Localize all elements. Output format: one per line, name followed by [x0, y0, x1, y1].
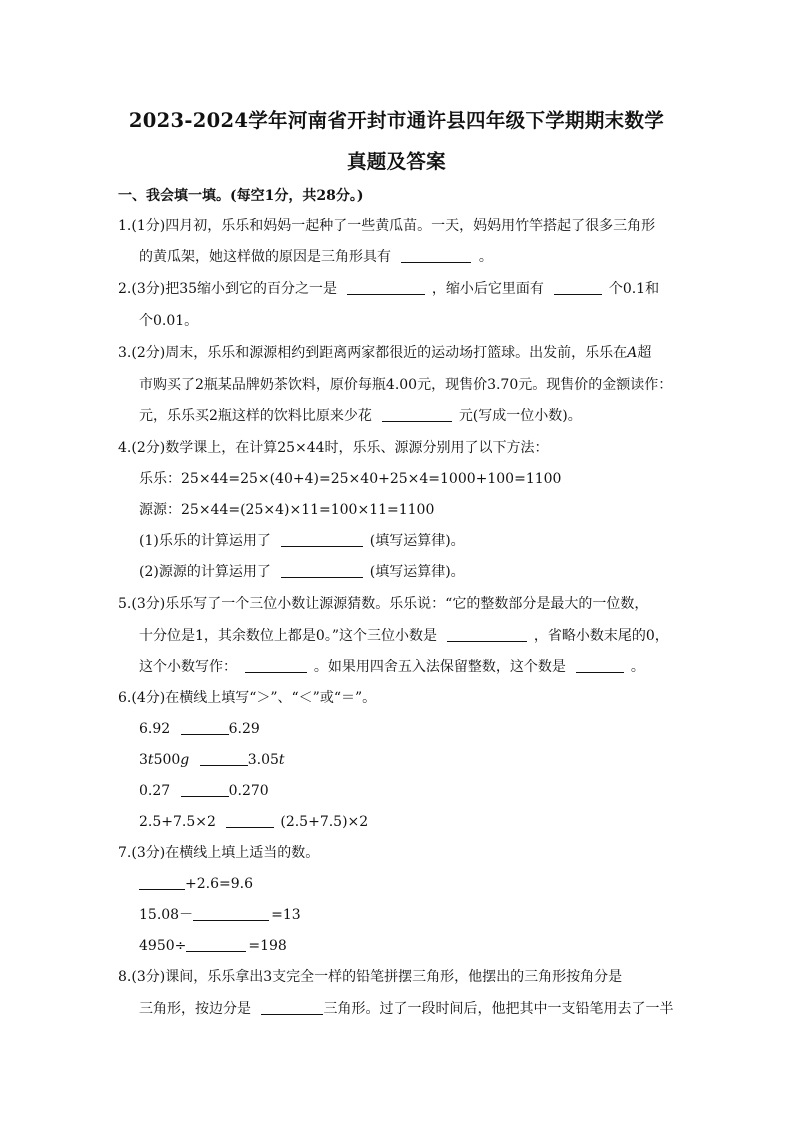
question-5-text-mid: ，省略小数末尾的0， [533, 628, 669, 644]
comparison-left: 6.92 [139, 721, 171, 737]
question-1-line-1: 1.(1分)四月初，乐乐和妈妈一起种了一些黄瓜苗。一天，妈妈用竹竿搭起了很多三角形 [118, 218, 656, 234]
comparison-left: 0.27 [139, 783, 171, 799]
document-title-line-2: 真题及答案 [346, 150, 446, 173]
question-1-text-end: 。 [478, 249, 493, 265]
question-5-text: 十分位是1，其余数位上都是0。”这个三位小数是 [139, 628, 437, 644]
question-1-text: 的黄瓜架，她这样做的原因是三角形具有 [139, 249, 391, 265]
answer-blank[interactable] [261, 1000, 323, 1015]
question-6-item-d [139, 812, 368, 832]
answer-blank[interactable] [347, 280, 425, 295]
question-7-item-c [139, 936, 287, 956]
equation-text: 15.08－ [139, 907, 194, 923]
comparison-left-number: 3 [139, 752, 148, 768]
question-6-line-1: 6.(4分)在横线上填写“＞”、“＜”或“＝”。 [118, 690, 377, 706]
comparison-right-number: 3.05 [247, 752, 279, 768]
question-2-text-mid: ，缩小后它里面有 [431, 281, 544, 297]
answer-blank[interactable] [186, 937, 246, 952]
question-8-line-2 [139, 999, 673, 1019]
question-3-line-3 [139, 406, 582, 426]
answer-blank[interactable] [245, 658, 307, 673]
equation-text: 4950÷ [139, 938, 187, 954]
answer-blank[interactable] [181, 720, 229, 735]
answer-blank[interactable] [139, 875, 185, 890]
question-4-lele-method: 乐乐：25×44=25×(40+4)=25×40+25×4=1000+100=1100 [139, 471, 562, 487]
question-5-line-2 [139, 626, 669, 646]
question-5-text: 这个小数写作： [139, 659, 237, 675]
comparison-left-unit: g [180, 752, 190, 768]
question-4-sub-2-end: (填写运算律)。 [369, 564, 465, 580]
comparison-right-unit: t [278, 752, 285, 768]
comparison-right: (2.5+7.5)×2 [280, 814, 369, 830]
comparison-left-number: 500 [153, 752, 181, 768]
question-5-text-mid: 。如果用四舍五入法保留整数，这个数是 [313, 659, 566, 675]
answer-blank[interactable] [281, 563, 363, 578]
answer-blank[interactable] [382, 407, 452, 422]
question-3-line-1 [118, 343, 651, 363]
question-7-item-a [139, 874, 253, 894]
comparison-left: 2.5+7.5×2 [139, 814, 216, 830]
question-7-line-1: 7.(3分)在横线上填上适当的数。 [118, 845, 320, 861]
question-2-line-1 [118, 279, 659, 299]
question-5-line-3 [139, 657, 645, 677]
question-6-item-c [139, 781, 269, 801]
comparison-right: 0.270 [228, 783, 269, 799]
question-4-sub-1-text: (1)乐乐的计算运用了 [139, 533, 271, 549]
question-3-text: 3.(2分)周末，乐乐和源源相约到距离两家都很近的运动场打篮球。出发前，乐乐在 [118, 345, 628, 361]
question-3-text: 元，乐乐买2瓶这样的饮料比原来少花 [139, 408, 372, 424]
question-3-variable: A [627, 345, 638, 361]
question-4-sub-1 [139, 531, 465, 551]
equation-text: =198 [248, 938, 287, 954]
question-6-item-b [139, 750, 285, 770]
answer-blank[interactable] [181, 782, 229, 797]
question-4-sub-2-text: (2)源源的计算运用了 [139, 564, 271, 580]
question-5-text-end: 。 [630, 659, 645, 675]
question-2-text: 2.(3分)把35缩小到它的百分之一是 [118, 281, 338, 297]
question-4-line-1: 4.(2分)数学课上，在计算25×44时，乐乐、源源分别用了以下方法： [118, 440, 549, 456]
question-2-text-end: 个0.1和 [608, 281, 660, 297]
question-7-item-b [139, 905, 301, 925]
section-heading: 一、我会填一填。(每空1分，共28分。) [118, 188, 364, 204]
question-5-line-1: 5.(3分)乐乐写了一个三位小数让源源猜数。乐乐说：“它的整数部分是最大的一位数， [118, 596, 649, 612]
question-3-text-end: 超 [637, 345, 652, 361]
question-4-sub-1-end: (填写运算律)。 [369, 533, 465, 549]
answer-blank[interactable] [447, 627, 527, 642]
answer-blank[interactable] [226, 813, 274, 828]
document-title-line-1: 2023-2024学年河南省开封市通许县四年级下学期期末数学 [128, 109, 665, 132]
question-3-line-2: 市购买了2瓶某品牌奶茶饮料，原价每瓶4.00元，现售价3.70元。现售价的金额读作： [139, 377, 673, 393]
question-6-item-a [139, 719, 260, 739]
answer-blank[interactable] [401, 248, 471, 263]
answer-blank[interactable] [193, 906, 269, 921]
comparison-right: 6.29 [228, 721, 260, 737]
question-4-sub-2 [139, 562, 465, 582]
question-8-text: 三角形，按边分是 [139, 1001, 251, 1017]
answer-blank[interactable] [200, 751, 248, 766]
comparison-left-unit: t [147, 752, 154, 768]
question-3-text-end: 元(写成一位小数)。 [458, 408, 582, 424]
equation-text: +2.6=9.6 [185, 876, 253, 892]
answer-blank[interactable] [281, 532, 363, 547]
question-8-text-end: 三角形。过了一段时间后，他把其中一支铅笔用去了一半 [323, 1001, 674, 1017]
question-8-line-1: 8.(3分)课间，乐乐拿出3支完全一样的铅笔拼摆三角形，他摆出的三角形按角分是 [118, 969, 623, 985]
question-4-yuanyuan-method: 源源：25×44=(25×4)×11=100×11=1100 [139, 502, 435, 518]
equation-text: =13 [271, 907, 301, 923]
answer-blank[interactable] [576, 658, 624, 673]
question-1-line-2 [139, 247, 493, 267]
question-2-line-2: 个0.01。 [139, 313, 199, 329]
answer-blank[interactable] [554, 280, 602, 295]
